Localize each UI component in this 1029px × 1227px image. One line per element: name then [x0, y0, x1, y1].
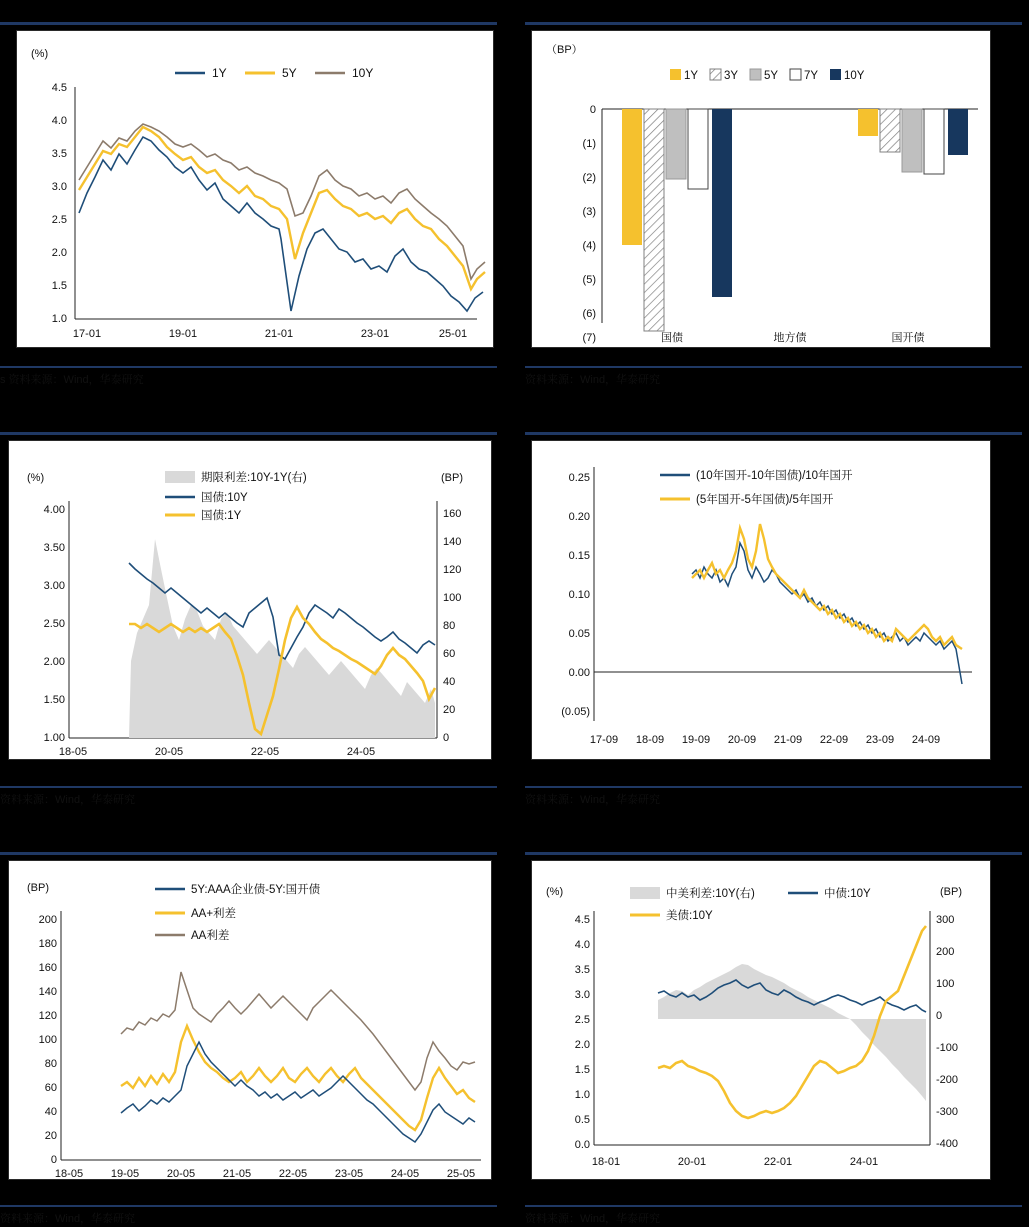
panel6-source-rule: [525, 1205, 1022, 1207]
svg-text:20-01: 20-01: [677, 1156, 707, 1168]
panel1-svg: [17, 31, 493, 347]
svg-text:21-09: 21-09: [773, 734, 803, 746]
svg-text:（BP）: （BP）: [546, 44, 583, 56]
panel6-source: 资料来源：Wind，华泰研究: [525, 1213, 661, 1225]
svg-text:40: 40: [443, 676, 456, 688]
svg-text:1.5: 1.5: [574, 1064, 590, 1076]
svg-text:24-05: 24-05: [346, 746, 376, 758]
svg-text:17-09: 17-09: [589, 734, 619, 746]
bar-5y-gz: [666, 109, 686, 179]
svg-text:2.0: 2.0: [51, 247, 67, 259]
svg-text:4.5: 4.5: [574, 914, 590, 926]
svg-text:23-01: 23-01: [360, 328, 390, 340]
svg-text:期限利差:10Y-1Y(右): 期限利差:10Y-1Y(右): [201, 472, 307, 484]
svg-text:18-05: 18-05: [54, 1168, 84, 1179]
svg-text:140: 140: [443, 536, 462, 548]
panel6-svg: [532, 861, 990, 1179]
svg-text:0.0: 0.0: [574, 1139, 590, 1151]
svg-text:22-01: 22-01: [763, 1156, 793, 1168]
svg-text:地方债: 地方债: [773, 332, 807, 344]
panel1-chart: [16, 30, 494, 348]
bar-3y-gz: [644, 109, 664, 331]
svg-text:19-05: 19-05: [110, 1168, 140, 1179]
svg-text:18-09: 18-09: [635, 734, 665, 746]
svg-text:300: 300: [936, 914, 955, 926]
bar-10y-gk: [948, 109, 968, 155]
svg-text:120: 120: [443, 564, 462, 576]
panel4-svg: [532, 441, 990, 759]
svg-text:0.00: 0.00: [568, 667, 590, 679]
panel5-source-rule: [0, 1205, 497, 1207]
svg-text:(4): (4): [582, 240, 596, 252]
bar-10y-gz: [712, 109, 732, 297]
panel1-source-rule: [0, 366, 497, 368]
panel4-chart: [531, 440, 991, 760]
panel3-source-rule: [0, 786, 497, 788]
svg-text:1.0: 1.0: [51, 313, 67, 325]
svg-text:国债: 国债: [661, 332, 683, 344]
svg-text:5Y: 5Y: [764, 70, 779, 82]
svg-text:国开债: 国开债: [891, 332, 925, 344]
svg-text:0.20: 0.20: [568, 511, 590, 523]
panel5-chart: [8, 860, 492, 1180]
panel4-legend: [660, 468, 853, 506]
svg-text:(%): (%): [31, 48, 49, 60]
svg-text:2.5: 2.5: [51, 214, 67, 226]
svg-text:23-05: 23-05: [334, 1168, 364, 1179]
svg-text:国债:1Y: 国债:1Y: [201, 510, 242, 522]
panel6-top-rule: [525, 852, 1022, 855]
svg-text:21-01: 21-01: [264, 328, 294, 340]
svg-text:20-05: 20-05: [166, 1168, 196, 1179]
svg-text:(2): (2): [582, 172, 596, 184]
panel2-top-rule: [525, 22, 1022, 25]
svg-text:60: 60: [443, 648, 456, 660]
panel5-source: 资料来源：Wind，华泰研究: [0, 1213, 136, 1225]
svg-text:5Y:AAA企业债-5Y:国开债: 5Y:AAA企业债-5Y:国开债: [191, 884, 321, 896]
panel6-chart: [531, 860, 991, 1180]
svg-text:19-01: 19-01: [168, 328, 198, 340]
svg-text:4.0: 4.0: [574, 939, 590, 951]
svg-text:-100: -100: [936, 1042, 959, 1054]
svg-text:5Y: 5Y: [282, 66, 297, 80]
svg-text:1Y: 1Y: [684, 70, 699, 82]
svg-text:(5): (5): [582, 274, 596, 286]
svg-text:(0.05): (0.05): [561, 706, 590, 718]
svg-text:21-05: 21-05: [222, 1168, 252, 1179]
svg-text:-200: -200: [936, 1074, 959, 1086]
svg-text:(10年国开-10年国债)/10年国开: (10年国开-10年国债)/10年国开: [696, 470, 853, 482]
svg-text:24-05: 24-05: [390, 1168, 420, 1179]
svg-text:60: 60: [44, 1082, 57, 1094]
svg-text:(%): (%): [27, 472, 45, 484]
panel3-svg: [9, 441, 491, 759]
svg-text:100: 100: [38, 1034, 57, 1046]
svg-text:2.50: 2.50: [43, 618, 65, 630]
panel3-source: 资料来源：Wind，华泰研究: [0, 794, 136, 806]
panel1-legend: [175, 66, 373, 80]
panel4-source-rule: [525, 786, 1022, 788]
bar-3y-gk: [880, 109, 900, 152]
svg-text:100: 100: [936, 978, 955, 990]
line-aaa-spread: [121, 1042, 475, 1142]
bar-1y-gk: [858, 109, 878, 136]
panel2-svg: [532, 31, 990, 347]
panel4-source: 资料来源：Wind，华泰研究: [525, 794, 661, 806]
svg-text:7Y: 7Y: [804, 70, 819, 82]
svg-text:(7): (7): [582, 332, 596, 344]
panel4-top-rule: [525, 432, 1022, 435]
svg-text:19-09: 19-09: [681, 734, 711, 746]
svg-text:22-05: 22-05: [250, 746, 280, 758]
svg-text:25-01: 25-01: [438, 328, 468, 340]
svg-text:140: 140: [38, 986, 57, 998]
panel3-chart: [8, 440, 492, 760]
bar-5y-gk: [902, 109, 922, 172]
svg-text:3.0: 3.0: [574, 989, 590, 1001]
svg-text:0: 0: [443, 732, 450, 744]
svg-text:-400: -400: [936, 1138, 959, 1150]
svg-text:18-01: 18-01: [591, 1156, 621, 1168]
svg-text:3.00: 3.00: [43, 580, 65, 592]
svg-text:4.0: 4.0: [51, 115, 67, 127]
svg-text:(3): (3): [582, 206, 596, 218]
svg-text:80: 80: [443, 620, 456, 632]
svg-text:0: 0: [589, 104, 596, 116]
svg-text:25-05: 25-05: [446, 1168, 476, 1179]
svg-text:0.25: 0.25: [568, 472, 590, 484]
svg-text:0.10: 0.10: [568, 589, 590, 601]
svg-text:(BP): (BP): [27, 882, 49, 894]
svg-text:2.0: 2.0: [574, 1039, 590, 1051]
panel3-top-rule: [0, 432, 497, 435]
svg-text:160: 160: [38, 962, 57, 974]
svg-text:22-05: 22-05: [278, 1168, 308, 1179]
svg-text:0.15: 0.15: [568, 550, 590, 562]
svg-text:国债:10Y: 国债:10Y: [201, 492, 248, 504]
svg-text:22-09: 22-09: [819, 734, 849, 746]
svg-text:10Y: 10Y: [352, 66, 374, 80]
panel5-legend: [155, 882, 321, 942]
svg-text:20-09: 20-09: [727, 734, 757, 746]
svg-text:3.0: 3.0: [51, 181, 67, 193]
svg-text:4.5: 4.5: [51, 82, 67, 94]
svg-text:24-01: 24-01: [849, 1156, 879, 1168]
panel1-top-rule: [0, 22, 497, 25]
svg-text:40: 40: [44, 1106, 57, 1118]
svg-text:AA+利差: AA+利差: [191, 908, 237, 920]
panel2-source: 资料来源：Wind，华泰研究: [525, 374, 661, 386]
svg-text:4.00: 4.00: [43, 504, 65, 516]
svg-text:(5年国开-5年国债)/5年国开: (5年国开-5年国债)/5年国开: [696, 494, 834, 506]
svg-text:23-09: 23-09: [865, 734, 895, 746]
svg-text:2.00: 2.00: [43, 656, 65, 668]
svg-text:200: 200: [38, 914, 57, 926]
svg-text:3.5: 3.5: [51, 148, 67, 160]
panel2-chart: [531, 30, 991, 348]
panel3-legend: [165, 470, 307, 522]
svg-text:180: 180: [38, 938, 57, 950]
panel6-legend: [630, 886, 871, 922]
svg-text:AA利差: AA利差: [191, 930, 230, 942]
svg-text:-300: -300: [936, 1106, 959, 1118]
svg-text:美债:10Y: 美债:10Y: [666, 910, 713, 922]
svg-text:(6): (6): [582, 308, 596, 320]
line-5y-spread-ratio: [692, 524, 962, 649]
svg-text:1Y: 1Y: [212, 66, 227, 80]
svg-text:0: 0: [936, 1010, 943, 1022]
svg-text:中美利差:10Y(右): 中美利差:10Y(右): [666, 888, 755, 900]
svg-text:(1): (1): [582, 138, 596, 150]
svg-text:10Y: 10Y: [844, 70, 865, 82]
svg-text:80: 80: [44, 1058, 57, 1070]
svg-text:0.5: 0.5: [574, 1114, 590, 1126]
svg-text:160: 160: [443, 508, 462, 520]
svg-text:3.50: 3.50: [43, 542, 65, 554]
svg-text:(%): (%): [546, 886, 564, 898]
svg-text:18-05: 18-05: [58, 746, 88, 758]
svg-text:24-09: 24-09: [911, 734, 941, 746]
svg-text:1.0: 1.0: [574, 1089, 590, 1101]
bar-7y-gz: [688, 109, 708, 189]
svg-text:0: 0: [50, 1154, 57, 1166]
svg-text:(BP): (BP): [940, 886, 962, 898]
svg-text:20: 20: [443, 704, 456, 716]
svg-text:3Y: 3Y: [724, 70, 739, 82]
svg-text:1.5: 1.5: [51, 280, 67, 292]
svg-text:17-01: 17-01: [72, 328, 102, 340]
panel5-top-rule: [0, 852, 497, 855]
spread-area: [129, 539, 435, 738]
svg-text:3.5: 3.5: [574, 964, 590, 976]
svg-text:100: 100: [443, 592, 462, 604]
svg-text:200: 200: [936, 946, 955, 958]
panel5-svg: [9, 861, 491, 1179]
svg-text:0.05: 0.05: [568, 628, 590, 640]
svg-text:2.5: 2.5: [574, 1014, 590, 1026]
bar-7y-gk: [924, 109, 944, 174]
svg-text:20: 20: [44, 1130, 57, 1142]
china-us-spread-area: [658, 964, 926, 1101]
svg-text:120: 120: [38, 1010, 57, 1022]
svg-text:中债:10Y: 中债:10Y: [824, 888, 871, 900]
bar-1y-gz: [622, 109, 642, 245]
svg-text:20-05: 20-05: [154, 746, 184, 758]
svg-text:(BP): (BP): [441, 472, 463, 484]
svg-text:1.50: 1.50: [43, 694, 65, 706]
panel2-legend: [670, 69, 865, 82]
svg-text:1.00: 1.00: [43, 732, 65, 744]
panel2-source-rule: [525, 366, 1022, 368]
panel1-source: s 资料来源：Wind，华泰研究: [0, 374, 144, 386]
